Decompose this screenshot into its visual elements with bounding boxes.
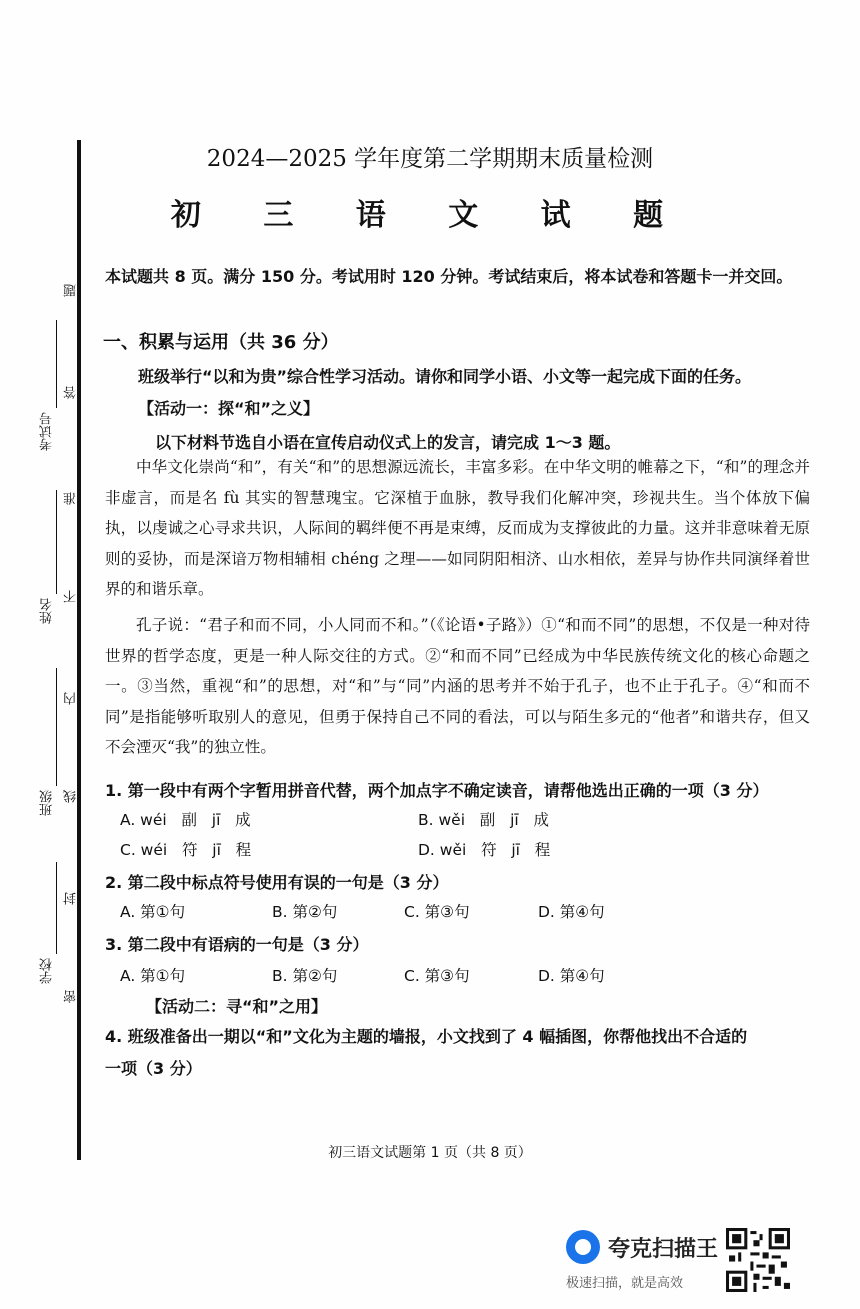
quark-logo-icon [566,1230,600,1264]
question-3-option-c[interactable]: C. 第③句 [404,967,470,985]
section-intro: 班级举行“以和为贵”综合性学习活动。请你和同学小语、小文等一起完成下面的任务。 [138,367,752,386]
seal-char: 内 [64,692,79,705]
seal-char: 准 [64,492,79,505]
question-3-option-d[interactable]: D. 第④句 [538,967,605,985]
activity-2-heading: 【活动二：寻“和”之用】 [146,997,328,1016]
question-3-stem: 3. 第二段中有语病的一句是（3 分） [105,935,369,954]
material-intro: 以下材料节选自小语在宣传启动仪式上的发言，请完成 1～3 题。 [155,433,621,452]
question-2-option-d[interactable]: D. 第④句 [538,903,605,921]
activity-1-heading: 【活动一：探“和”之义】 [138,399,320,418]
seal-char: 题 [64,284,79,297]
passage-paragraph-1: 中华文化崇尚“和”，有关“和”的思想源远流长，丰富多彩。在中华文明的帷幕之下，“和”的理念并非虚言，而是名 fù 其实的智慧瑰宝。它深植于血脉，教导我们化解冲突，珍视共生。当个体放下偏执，以虔诚之心寻求共识，人际间的羁绊便不再是束缚，反而成为支撑彼此的力量。这并非意味着无原则的妥协，而是深谙万物相辅相 chéng 之理——如同阴阳相济、山水相依，差异与协作共同演绎着世界的和谐乐章。 [105,458,810,598]
question-1-stem: 1. 第一段中有两个字暂用拼音代替，两个加点字不确定读音，请帮他选出正确的一项（3 分） [105,781,769,800]
exam-notice: 本试题共 8 页。满分 150 分。考试用时 120 分钟。考试结束后，将本试卷和答题卡一并交回。 [105,267,793,286]
question-2-stem: 2. 第二段中标点符号使用有误的一句是（3 分） [105,873,449,892]
scanner-watermark [566,1230,718,1264]
seal-char: 不 [64,590,79,603]
seal-char: 线 [64,790,79,803]
label-name: 姓名 [40,598,55,624]
blank-class [56,668,57,786]
qr-code-icon [726,1228,790,1292]
seal-char: 答 [64,386,79,399]
exam-title: 2024—2025 学年度第二学期期末质量检测 [206,146,654,172]
question-2-option-a[interactable]: A. 第①句 [120,903,186,921]
question-3-option-a[interactable]: A. 第①句 [120,967,186,985]
seal-char: 封 [64,892,79,905]
passage-paragraph-2: 孔子说：“君子和而不同，小人同而不和。”（《论语•子路》）①“和而不同”的思想，不仅是一种对待世界的哲学态度，更是一种人际交往的方式。②“和而不同”已经成为中华民族传统文化的核心命题之一。③当然，重视“和”的思想，对“和”与“同”内涵的思考并不始于孔子，也不止于孔子。④“和而不同”是指能够听取别人的意见，但勇于保持自己不同的看法，可以与陌生多元的“他者”和谐共存，但又不会湮灭“我”的独立性。 [105,616,810,756]
label-exam-number: 考试号 [40,412,55,451]
brand-slogan: 极速扫描，就是高效 [566,1276,684,1291]
question-1-option-a[interactable]: A. wéi 副 jī 成 [120,811,251,829]
question-1-option-b[interactable]: B. wěi 副 jī 成 [418,811,549,829]
question-1-option-c[interactable]: C. wéi 符 jī 程 [120,841,252,859]
question-4-stem-line-2: 一项（3 分） [105,1059,202,1078]
question-3-option-b[interactable]: B. 第②句 [272,967,338,985]
section-title: 一、积累与运用（共 36 分） [103,332,339,353]
seal-char: 密 [64,990,79,1003]
question-4-stem-line-1: 4. 班级准备出一期以“和”文化为主题的墙报，小文找到了 4 幅插图，你帮他找出不合适的 [105,1027,748,1046]
label-school: 学校 [40,958,55,984]
question-2-option-b[interactable]: B. 第②句 [272,903,338,921]
subject-title: 初 三 语 文 试 题 [170,198,690,233]
blank-school [56,862,57,954]
blank-name [56,490,57,594]
brand-name: 夸克扫描王 [608,1236,719,1262]
blank-exam-number [56,320,57,408]
question-2-option-c[interactable]: C. 第③句 [404,903,470,921]
label-class: 班级 [40,790,55,816]
page-footer: 初三语文试题第 1 页（共 8 页） [328,1145,532,1161]
question-1-option-d[interactable]: D. wěi 符 jī 程 [418,841,551,859]
